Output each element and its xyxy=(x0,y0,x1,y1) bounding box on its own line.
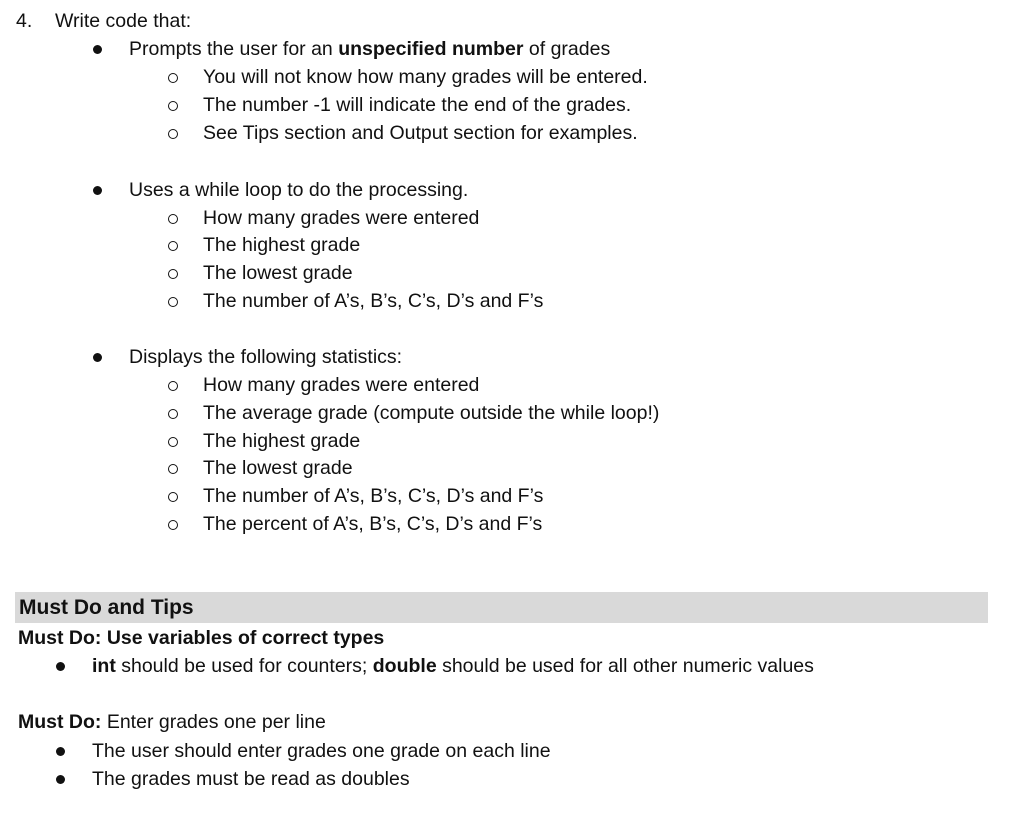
section-2-subitem: The highest grade xyxy=(203,234,361,256)
circle-bullet-icon xyxy=(168,129,178,139)
section-2-subitem: How many grades were entered xyxy=(203,207,480,229)
section-2-bullet: Uses a while loop to do the processing. xyxy=(129,179,469,201)
section-2-subitem: The lowest grade xyxy=(203,262,353,284)
circle-bullet-icon xyxy=(168,269,178,279)
circle-bullet-icon xyxy=(168,297,178,307)
bullet-icon xyxy=(93,186,102,195)
section-3-subitem: The lowest grade xyxy=(203,457,353,479)
section-1-subitem: See Tips section and Output section for examples. xyxy=(203,122,638,144)
bullet-icon xyxy=(56,775,65,784)
must-do-2-title xyxy=(18,710,326,734)
must-do-label: Must Do: xyxy=(18,711,102,733)
section-1-subitem: You will not know how many grades will be entered. xyxy=(203,66,648,88)
circle-bullet-icon xyxy=(168,101,178,111)
section-1-subitem: The number -1 will indicate the end of the grades. xyxy=(203,94,632,116)
task-title: Write code that: xyxy=(55,10,192,32)
task-number: 4. xyxy=(16,10,33,32)
bullet-icon xyxy=(56,747,65,756)
circle-bullet-icon xyxy=(168,241,178,251)
circle-bullet-icon xyxy=(168,464,178,474)
section-1-bullet xyxy=(129,37,610,61)
text-run: Prompts the user for an xyxy=(129,38,339,60)
emphasis-text: unspecified number xyxy=(338,38,524,60)
section-2-subitem: The number of A’s, B’s, C’s, D’s and F’s xyxy=(203,290,544,312)
circle-bullet-icon xyxy=(168,437,178,447)
section-3-subitem: How many grades were entered xyxy=(203,374,480,396)
section-3-subitem: The percent of A’s, B’s, C’s, D’s and F’s xyxy=(203,513,543,535)
bullet-icon xyxy=(93,45,102,54)
circle-bullet-icon xyxy=(168,214,178,224)
text-run: Enter grades one per line xyxy=(101,711,326,733)
must-do-1-bullet xyxy=(92,654,814,678)
circle-bullet-icon xyxy=(168,409,178,419)
circle-bullet-icon xyxy=(168,492,178,502)
section-3-bullet: Displays the following statistics: xyxy=(129,346,403,368)
text-run: should be used for counters; xyxy=(115,655,373,677)
circle-bullet-icon xyxy=(168,73,178,83)
must-do-2-bullet: The grades must be read as doubles xyxy=(92,768,410,790)
code-term: double xyxy=(372,655,437,677)
section-heading: Must Do and Tips xyxy=(19,596,194,619)
section-3-subitem: The number of A’s, B’s, C’s, D’s and F’s xyxy=(203,485,544,507)
must-do-1-title: Must Do: Use variables of correct types xyxy=(18,627,385,649)
text-run: should be used for all other numeric values xyxy=(436,655,814,677)
bullet-icon xyxy=(56,662,65,671)
text-run: of grades xyxy=(523,38,611,60)
section-3-subitem: The average grade (compute outside the while loop!) xyxy=(203,402,660,424)
code-term: int xyxy=(92,655,116,677)
must-do-2-bullet: The user should enter grades one grade on each line xyxy=(92,740,551,762)
section-3-subitem: The highest grade xyxy=(203,430,361,452)
circle-bullet-icon xyxy=(168,381,178,391)
bullet-icon xyxy=(93,353,102,362)
circle-bullet-icon xyxy=(168,520,178,530)
